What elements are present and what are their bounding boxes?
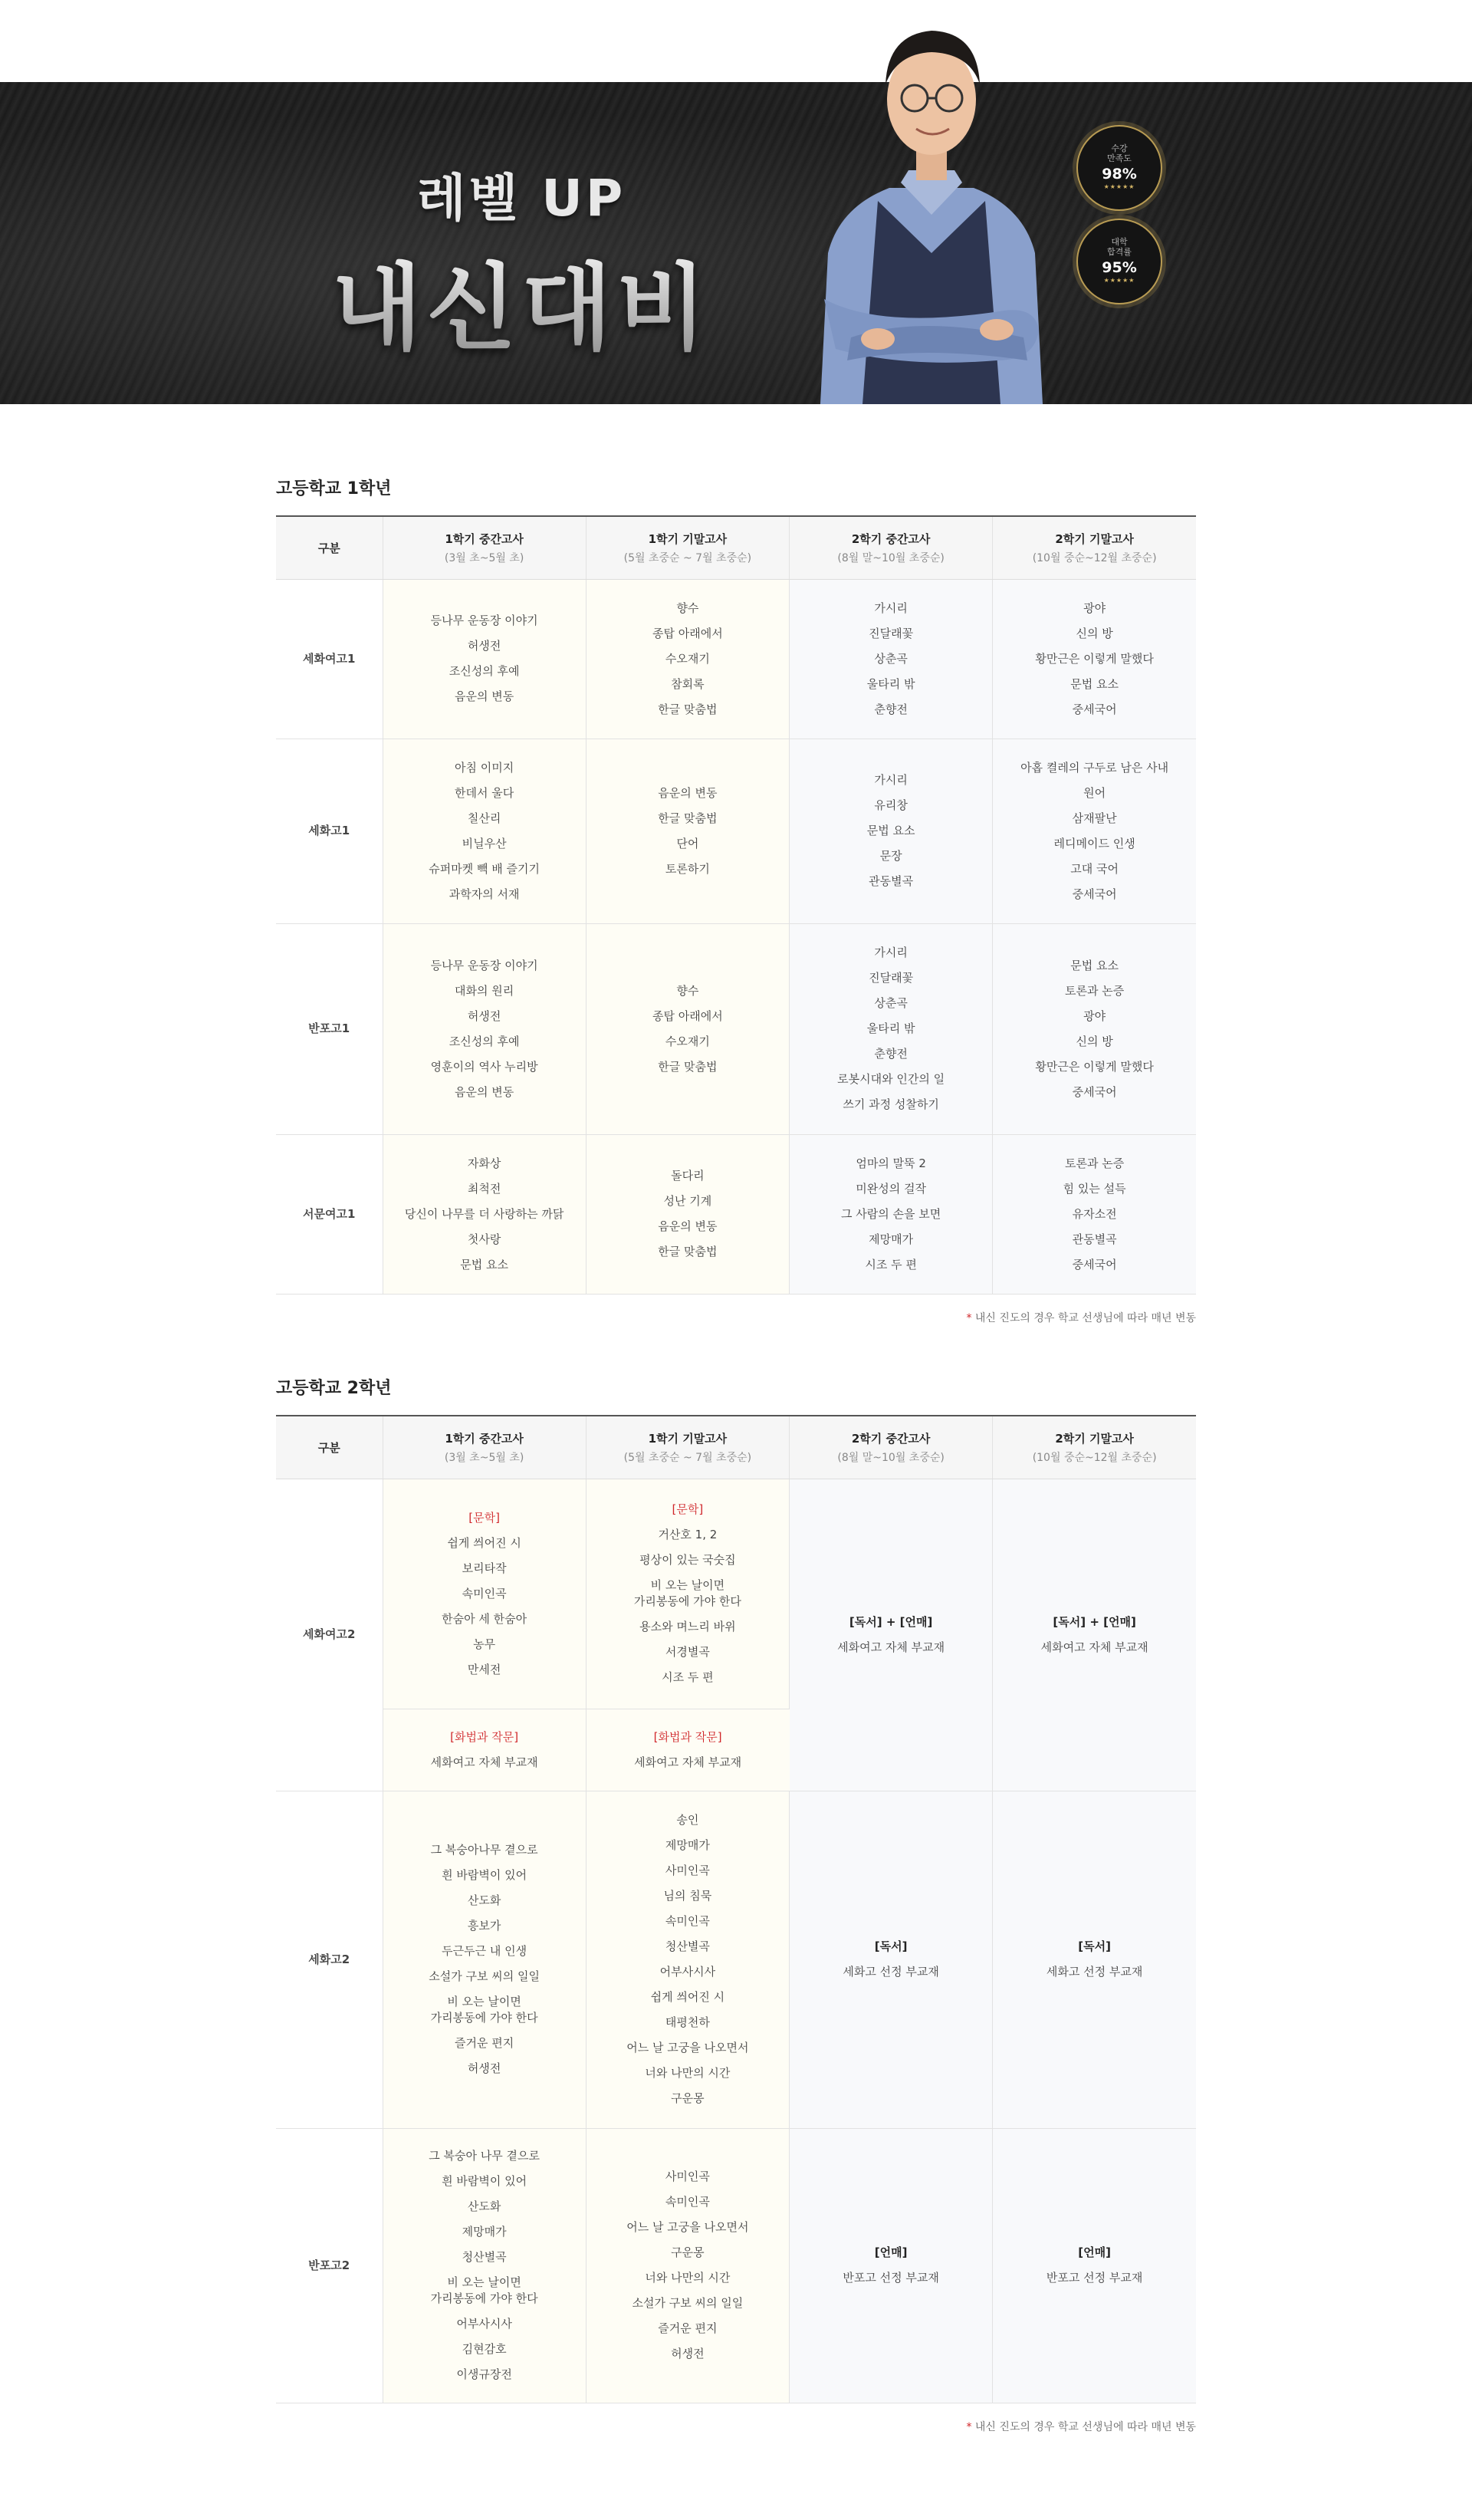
list-item: 유리창	[874, 798, 908, 812]
list-item: 등나무 운동장 이야기	[430, 614, 538, 627]
list-item: 서경별곡	[665, 1645, 710, 1659]
header-col: 2학기 기말고사 (10월 중순~12월 초중순)	[993, 516, 1196, 579]
list-item: 한숨아 세 한숨아	[442, 1611, 527, 1626]
cell-list	[790, 739, 993, 923]
list-item: 쉽게 씌어진 시	[650, 1990, 725, 2004]
cell-list	[383, 739, 586, 923]
table-row	[276, 1479, 1196, 1709]
banner-subtitle: 레벨 UP	[416, 169, 626, 228]
list-item: 관동별곡	[869, 874, 914, 888]
category-label: [독서] + [언매]	[849, 1614, 933, 1629]
list-item: 음운의 변동	[455, 1084, 514, 1099]
list-item: 아홉 켤레의 구두로 남은 사내	[1020, 760, 1169, 775]
header-col: 2학기 기말고사 (10월 중순~12월 초중순)	[993, 1416, 1196, 1479]
list-item: 영훈이의 역사 누리방	[430, 1059, 538, 1074]
school-name: 서문여고1	[276, 1134, 383, 1294]
cell-textbook: [언매] 반포고 선정 부교재	[790, 2128, 993, 2403]
cell-textbook: [독서] 세화고 선정 부교재	[993, 1791, 1196, 2128]
banner-title: 내신대비	[330, 233, 713, 367]
cell-list	[383, 1479, 586, 1709]
list-item: 토론하기	[665, 861, 710, 876]
list-item: 춘향전	[874, 702, 908, 716]
list-item: 어느 날 고궁을 나오면서	[626, 2041, 749, 2054]
list-item: 로봇시대와 인간의 일	[837, 1072, 945, 1086]
header-col: 1학기 중간고사 (3월 초~5월 초)	[383, 516, 586, 579]
list-item: 산도화	[467, 2199, 501, 2213]
cell-list	[790, 1134, 993, 1294]
cell-list	[383, 579, 586, 739]
list-item: 비닐우산	[462, 836, 507, 850]
list-item: 미완성의 걸작	[856, 1181, 926, 1196]
list-item: 비 오는 날이면 가리봉동에 가야 한다	[430, 1995, 538, 2025]
list-item: 허생전	[467, 2061, 501, 2075]
category-label: [언매]	[874, 2245, 908, 2259]
list-item: 문법 요소	[1070, 676, 1119, 691]
list-item: 수오재기	[665, 1034, 710, 1048]
list-item: 성난 기계	[663, 1194, 712, 1208]
cell-textbook: [독서] + [언매] 세화여고 자체 부교재	[790, 1479, 993, 1791]
list-item: 그 사람의 손을 보면	[841, 1206, 941, 1221]
list-item: 이생규장전	[456, 2367, 512, 2381]
header-col: 2학기 중간고사 (8월 말~10월 초중순)	[790, 516, 993, 579]
table-row	[276, 579, 1196, 739]
list-item: 토론과 논증	[1065, 983, 1125, 998]
list-item: 한데서 울다	[455, 785, 514, 800]
list-item: 신의 방	[1076, 626, 1113, 640]
list-item: 단어	[676, 836, 699, 850]
list-item: 아침 이미지	[455, 760, 514, 775]
list-item: 당신이 나무를 더 사랑하는 까닭	[404, 1206, 564, 1221]
category-label: [독서]	[1078, 1939, 1111, 1953]
list-item: 울타리 밖	[866, 676, 915, 691]
category-label: [독서]	[874, 1939, 908, 1953]
list-item: 제망매가	[665, 1838, 710, 1852]
cell-list	[383, 1791, 586, 2128]
list-item: 향수	[676, 600, 699, 615]
table-row	[276, 1791, 1196, 2128]
header-col: 1학기 기말고사 (5월 초중순 ~ 7월 초중순)	[586, 1416, 789, 1479]
table-row	[276, 2128, 1196, 2403]
cell-list	[993, 923, 1196, 1134]
list-item: 비 오는 날이면 가리봉동에 가야 한다	[430, 2275, 538, 2305]
table-header-row	[276, 516, 1196, 579]
list-item: 너와 나만의 시간	[645, 2066, 731, 2080]
cell-list	[586, 2128, 789, 2403]
school-name: 반포고1	[276, 923, 383, 1134]
list-item: 한글 맞춤법	[658, 811, 718, 825]
list-item: 문법 요소	[460, 1257, 508, 1272]
list-item: 문법 요소	[1070, 958, 1119, 972]
list-item: 제망매가	[462, 2225, 507, 2239]
table-row	[276, 739, 1196, 923]
list-item: 제망매가	[869, 1232, 914, 1246]
list-item: 힘 있는 설득	[1063, 1181, 1126, 1196]
list-item: 엄마의 말뚝 2	[856, 1156, 926, 1170]
list-item: 속미인곡	[665, 1914, 710, 1928]
school-name: 세화고1	[276, 739, 383, 923]
list-item: 최척전	[467, 1181, 501, 1196]
schedule-note: * 내신 진도의 경우 학교 선생님에 따라 매년 변동	[966, 1311, 1196, 1324]
list-item: 관동별곡	[1072, 1232, 1117, 1246]
list-item: 진달래꽃	[869, 971, 914, 985]
header-col: 2학기 중간고사 (8월 말~10월 초중순)	[790, 1416, 993, 1479]
satisfaction-badge: 수강 만족도 98% ★★★★★	[1076, 125, 1162, 211]
hero-banner	[0, 0, 1472, 404]
school-name: 반포고2	[276, 2128, 383, 2403]
cell-textbook: [화법과 작문] 세화여고 자체 부교재	[586, 1709, 789, 1791]
list-item: 울타리 밖	[866, 1021, 915, 1035]
header-col: 1학기 기말고사 (5월 초중순 ~ 7월 초중순)	[586, 516, 789, 579]
list-item: 흰 바람벽이 있어	[442, 2174, 527, 2188]
list-item: 삼재팔난	[1072, 811, 1117, 825]
list-item: 소설가 구보 씨의 일일	[429, 1969, 540, 1983]
list-item: 조신성의 후예	[449, 664, 520, 678]
star-rating-icon: ★★★★★	[1103, 277, 1135, 284]
list-item: 광야	[1083, 600, 1106, 615]
grade1-section	[276, 475, 1196, 1325]
list-item: 김현감호	[462, 2342, 507, 2356]
grade2-title: 고등학교 2학년	[276, 1379, 392, 1398]
list-item: 사미인곡	[665, 2170, 710, 2183]
list-item: 두근두근 내 인생	[442, 1944, 527, 1958]
school-name: 세화여고2	[276, 1479, 383, 1791]
list-item: 칠산리	[467, 811, 501, 825]
cell-list	[586, 739, 789, 923]
list-item: 청산별곡	[462, 2250, 507, 2264]
list-item: 평상이 있는 국숫집	[639, 1553, 736, 1567]
grade2-table	[276, 1415, 1196, 2403]
table-row	[276, 923, 1196, 1134]
star-rating-icon: ★★★★★	[1103, 183, 1135, 190]
list-item: 허생전	[467, 639, 501, 653]
table-row	[276, 1134, 1196, 1294]
list-item: 태평천하	[665, 2015, 710, 2029]
banner-background	[0, 82, 1472, 404]
cell-list	[993, 739, 1196, 923]
list-item: 그 복숭아 나무 곁으로	[429, 2149, 540, 2163]
list-item: 음운의 변동	[658, 785, 718, 800]
list-item: 한글 맞춤법	[658, 1059, 718, 1074]
list-item: 한글 맞춤법	[658, 1245, 718, 1258]
cell-list	[993, 1134, 1196, 1294]
list-item: 중세국어	[1072, 887, 1117, 901]
cell-list	[586, 579, 789, 739]
list-item: 원어	[1083, 785, 1106, 800]
category-label: [독서] + [언매]	[1053, 1614, 1136, 1629]
schedule-note: * 내신 진도의 경우 학교 선생님에 따라 매년 변동	[966, 2420, 1196, 2433]
list-item: 너와 나만의 시간	[645, 2271, 731, 2285]
list-item: 어느 날 고궁을 나오면서	[626, 2220, 749, 2234]
list-item: 자화상	[467, 1156, 501, 1170]
cell-textbook: [언매] 반포고 선정 부교재	[993, 2128, 1196, 2403]
list-item: 음운의 변동	[455, 689, 514, 703]
list-item: 황만근은 이렇게 말했다	[1035, 651, 1154, 666]
table-header-row	[276, 1416, 1196, 1479]
header-category: 구분	[276, 516, 383, 579]
list-item: 고대 국어	[1070, 861, 1119, 876]
cell-list	[790, 923, 993, 1134]
list-item: 소설가 구보 씨의 일일	[632, 2296, 744, 2310]
list-item: 문장	[879, 849, 902, 863]
list-item: 가시리	[874, 773, 908, 787]
list-item: 유자소전	[1072, 1206, 1117, 1221]
list-item: 음운의 변동	[658, 1219, 718, 1233]
list-item: 등나무 운동장 이야기	[430, 958, 538, 972]
list-item: 쓰기 과정 성찰하기	[843, 1097, 939, 1111]
grade1-table	[276, 515, 1196, 1295]
list-item: 종탑 아래에서	[652, 626, 723, 640]
cell-textbook: [독서] + [언매] 세화여고 자체 부교재	[993, 1479, 1196, 1791]
list-item: 첫사랑	[467, 1232, 501, 1246]
list-item: 즐거운 편지	[658, 2321, 718, 2335]
list-item: 산도화	[467, 1893, 501, 1907]
category-label: [문학]	[468, 1510, 500, 1525]
header-col: 1학기 중간고사 (3월 초~5월 초)	[383, 1416, 586, 1479]
list-item: 송인	[676, 1813, 699, 1827]
list-item: 만세전	[467, 1662, 501, 1676]
school-name: 세화여고1	[276, 579, 383, 739]
list-item: 시조 두 편	[662, 1670, 714, 1684]
list-item: 구운몽	[671, 2245, 705, 2259]
teacher-photo	[805, 0, 1058, 404]
grade2-section	[276, 1375, 1196, 2434]
cell-list	[586, 1134, 789, 1294]
list-item: 가시리	[874, 946, 908, 959]
cell-list	[586, 1479, 789, 1709]
category-label: [화법과 작문]	[653, 1729, 722, 1744]
list-item: 조신성의 후예	[449, 1034, 520, 1048]
list-item: 허생전	[671, 2347, 705, 2360]
list-item: 속미인곡	[665, 2195, 710, 2209]
category-label: [문학]	[672, 1502, 704, 1516]
list-item: 청산별곡	[665, 1939, 710, 1953]
list-item: 수오재기	[665, 651, 710, 666]
cell-textbook: [화법과 작문] 세화여고 자체 부교재	[383, 1709, 586, 1791]
cell-list	[586, 923, 789, 1134]
list-item: 중세국어	[1072, 702, 1117, 716]
list-item: 대화의 원리	[455, 983, 514, 998]
list-item: 중세국어	[1072, 1257, 1117, 1272]
list-item: 쉽게 씌어진 시	[447, 1535, 521, 1550]
list-item: 흰 바람벽이 있어	[442, 1868, 527, 1882]
list-item: 거산호 1, 2	[658, 1528, 718, 1541]
category-label: [언매]	[1078, 2245, 1111, 2259]
school-name: 세화고2	[276, 1791, 383, 2128]
list-item: 돌다리	[671, 1169, 705, 1183]
list-item: 참회록	[671, 676, 705, 691]
cell-list	[586, 1791, 789, 2128]
list-item: 문법 요소	[866, 824, 915, 837]
list-item: 상춘곡	[874, 996, 908, 1010]
list-item: 용소와 며느리 바위	[639, 1620, 736, 1633]
cell-list	[993, 579, 1196, 739]
header-category: 구분	[276, 1416, 383, 1479]
cell-list	[383, 1134, 586, 1294]
list-item: 진달래꽃	[869, 626, 914, 640]
list-item: 토론과 논증	[1065, 1156, 1125, 1170]
list-item: 속미인곡	[462, 1586, 507, 1600]
list-item: 농무	[473, 1637, 496, 1651]
list-item: 허생전	[467, 1008, 501, 1023]
list-item: 즐거운 편지	[455, 2036, 514, 2050]
list-item: 보리타작	[462, 1561, 507, 1575]
cell-list	[383, 2128, 586, 2403]
list-item: 신의 방	[1076, 1034, 1113, 1048]
list-item: 그 복숭아나무 곁으로	[430, 1843, 538, 1857]
cell-list	[790, 579, 993, 739]
list-item: 레디메이드 인생	[1053, 836, 1135, 850]
list-item: 시조 두 편	[865, 1257, 917, 1272]
list-item: 광야	[1083, 1008, 1106, 1023]
category-label: [화법과 작문]	[450, 1729, 519, 1744]
list-item: 과학자의 서재	[449, 887, 520, 901]
list-item: 님의 침묵	[663, 1889, 712, 1903]
list-item: 중세국어	[1072, 1084, 1117, 1099]
list-item: 어부사시사	[659, 1965, 716, 1979]
list-item: 향수	[676, 983, 699, 998]
list-item: 한글 맞춤법	[658, 702, 718, 716]
list-item: 가시리	[874, 600, 908, 615]
list-item: 어부사시사	[456, 2317, 512, 2331]
cell-textbook: [독서] 세화고 선정 부교재	[790, 1791, 993, 2128]
list-item: 사미인곡	[665, 1864, 710, 1877]
list-item: 구운몽	[671, 2091, 705, 2105]
list-item: 춘향전	[874, 1047, 908, 1061]
cell-list	[383, 923, 586, 1134]
list-item: 황만근은 이렇게 말했다	[1035, 1059, 1154, 1074]
list-item: 종탑 아래에서	[652, 1008, 723, 1023]
admission-badge: 대학 합격률 95% ★★★★★	[1076, 219, 1162, 304]
list-item: 상춘곡	[874, 651, 908, 666]
grade1-title: 고등학교 1학년	[276, 479, 392, 498]
banner-title-block	[330, 157, 713, 367]
list-item: 비 오는 날이면 가리봉동에 가야 한다	[633, 1578, 741, 1608]
list-item: 흥보가	[467, 1919, 501, 1933]
list-item: 슈퍼마켓 빽 배 즐기기	[429, 861, 540, 876]
